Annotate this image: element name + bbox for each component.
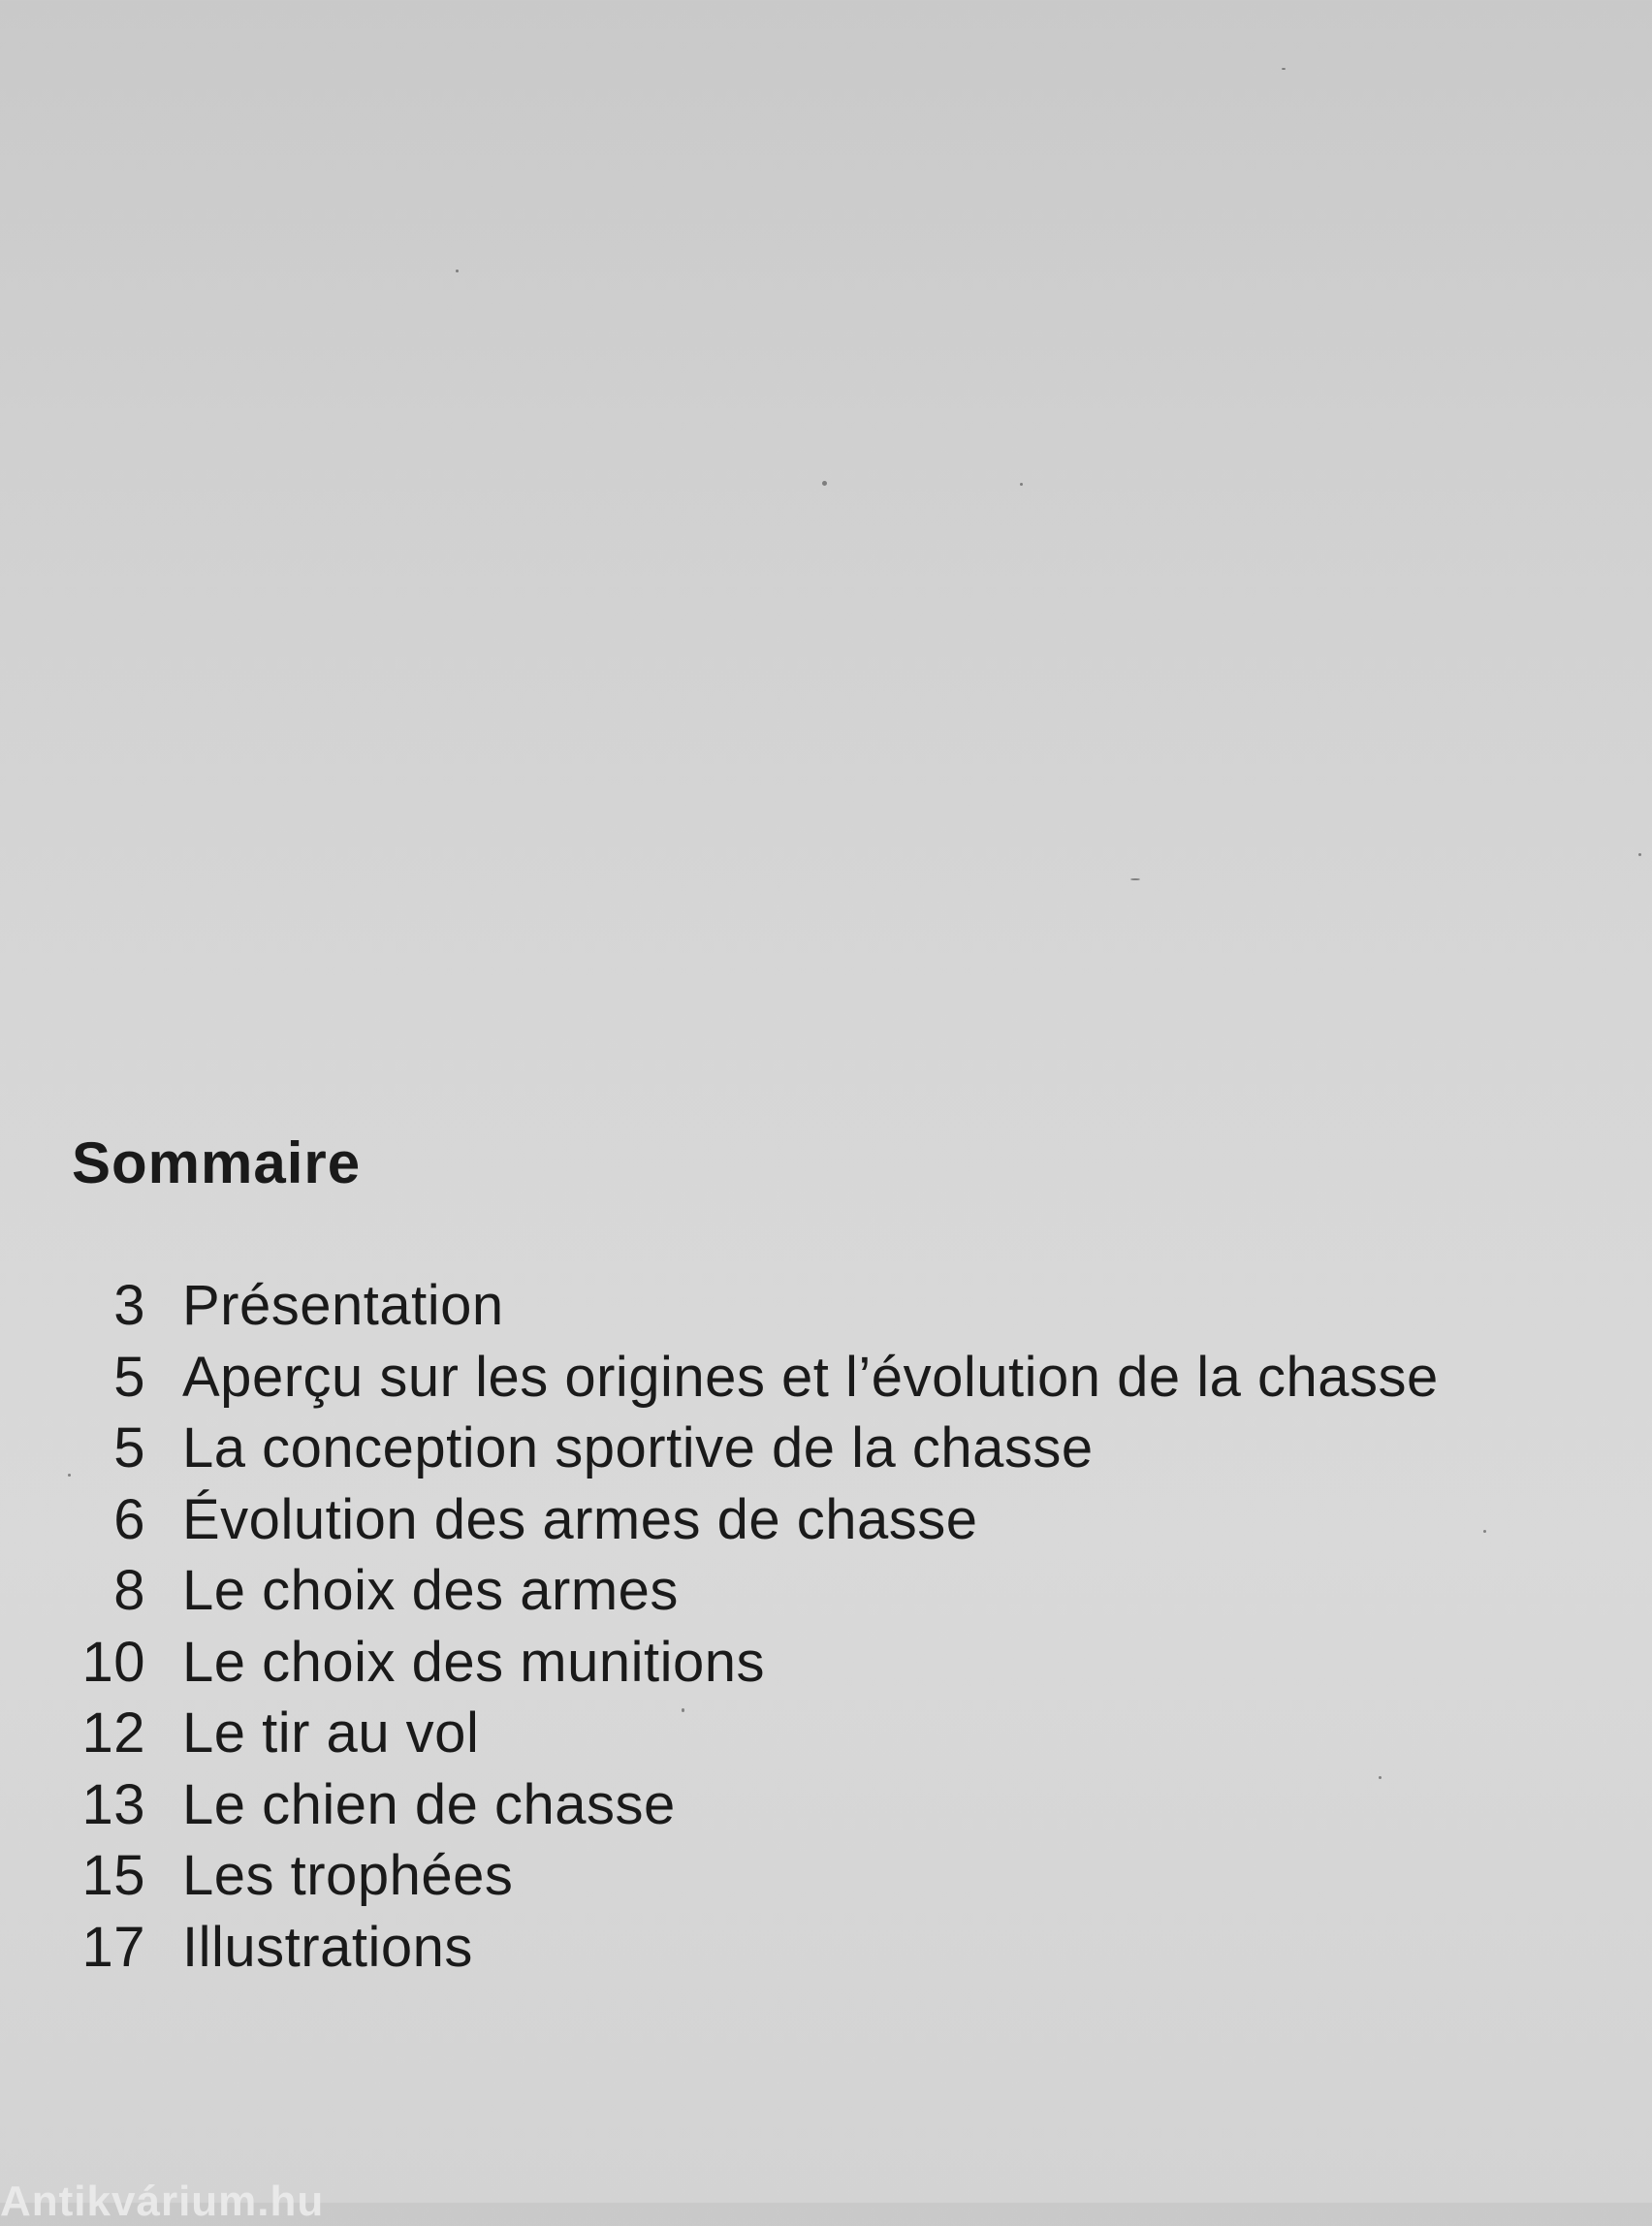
toc-entry-title: Illustrations — [182, 1915, 473, 1979]
toc-entry — [58, 1769, 1571, 1841]
page-title: Sommaire — [72, 1130, 362, 1195]
table-of-contents — [58, 1270, 1571, 1983]
toc-entry-title: Aperçu sur les origines et l’évolution de la chasse — [182, 1345, 1439, 1409]
toc-entry — [58, 1912, 1571, 1984]
toc-page-number: 10 — [81, 1630, 145, 1694]
toc-page-number: 17 — [81, 1915, 145, 1979]
watermark: Antikvárium.hu — [0, 2178, 325, 2225]
paper-speck — [1282, 68, 1286, 70]
toc-entry — [58, 1413, 1571, 1484]
toc-entry-title: Le tir au vol — [182, 1701, 480, 1765]
toc-entry — [58, 1698, 1571, 1769]
toc-page-number: 5 — [113, 1345, 145, 1409]
toc-page-number: 12 — [81, 1701, 145, 1765]
toc-entry — [58, 1555, 1571, 1627]
toc-entry — [58, 1342, 1571, 1414]
paper-speck — [1130, 878, 1140, 880]
toc-entry-title: La conception sportive de la chasse — [182, 1416, 1094, 1479]
toc-page-number: 13 — [81, 1772, 145, 1836]
toc-entry — [58, 1840, 1571, 1912]
paper-speck — [456, 270, 459, 272]
toc-entry-title: Le choix des munitions — [182, 1630, 765, 1694]
toc-entry-title: Les trophées — [182, 1844, 514, 1907]
toc-entry — [58, 1627, 1571, 1699]
toc-page-number: 3 — [113, 1274, 145, 1337]
toc-entry-title: Évolution des armes de chasse — [182, 1487, 978, 1551]
paper-speck — [822, 481, 827, 486]
toc-entry — [58, 1270, 1571, 1342]
toc-page-number: 5 — [113, 1416, 145, 1479]
paper-speck — [1020, 483, 1023, 486]
toc-entry-title: Le choix des armes — [182, 1559, 679, 1622]
paper-speck — [1638, 853, 1641, 856]
toc-page-number: 6 — [113, 1487, 145, 1551]
toc-page-number: 15 — [81, 1844, 145, 1907]
toc-entry — [58, 1484, 1571, 1556]
toc-page-number: 8 — [113, 1559, 145, 1622]
toc-entry-title: Présentation — [182, 1274, 504, 1337]
toc-entry-title: Le chien de chasse — [182, 1772, 676, 1836]
